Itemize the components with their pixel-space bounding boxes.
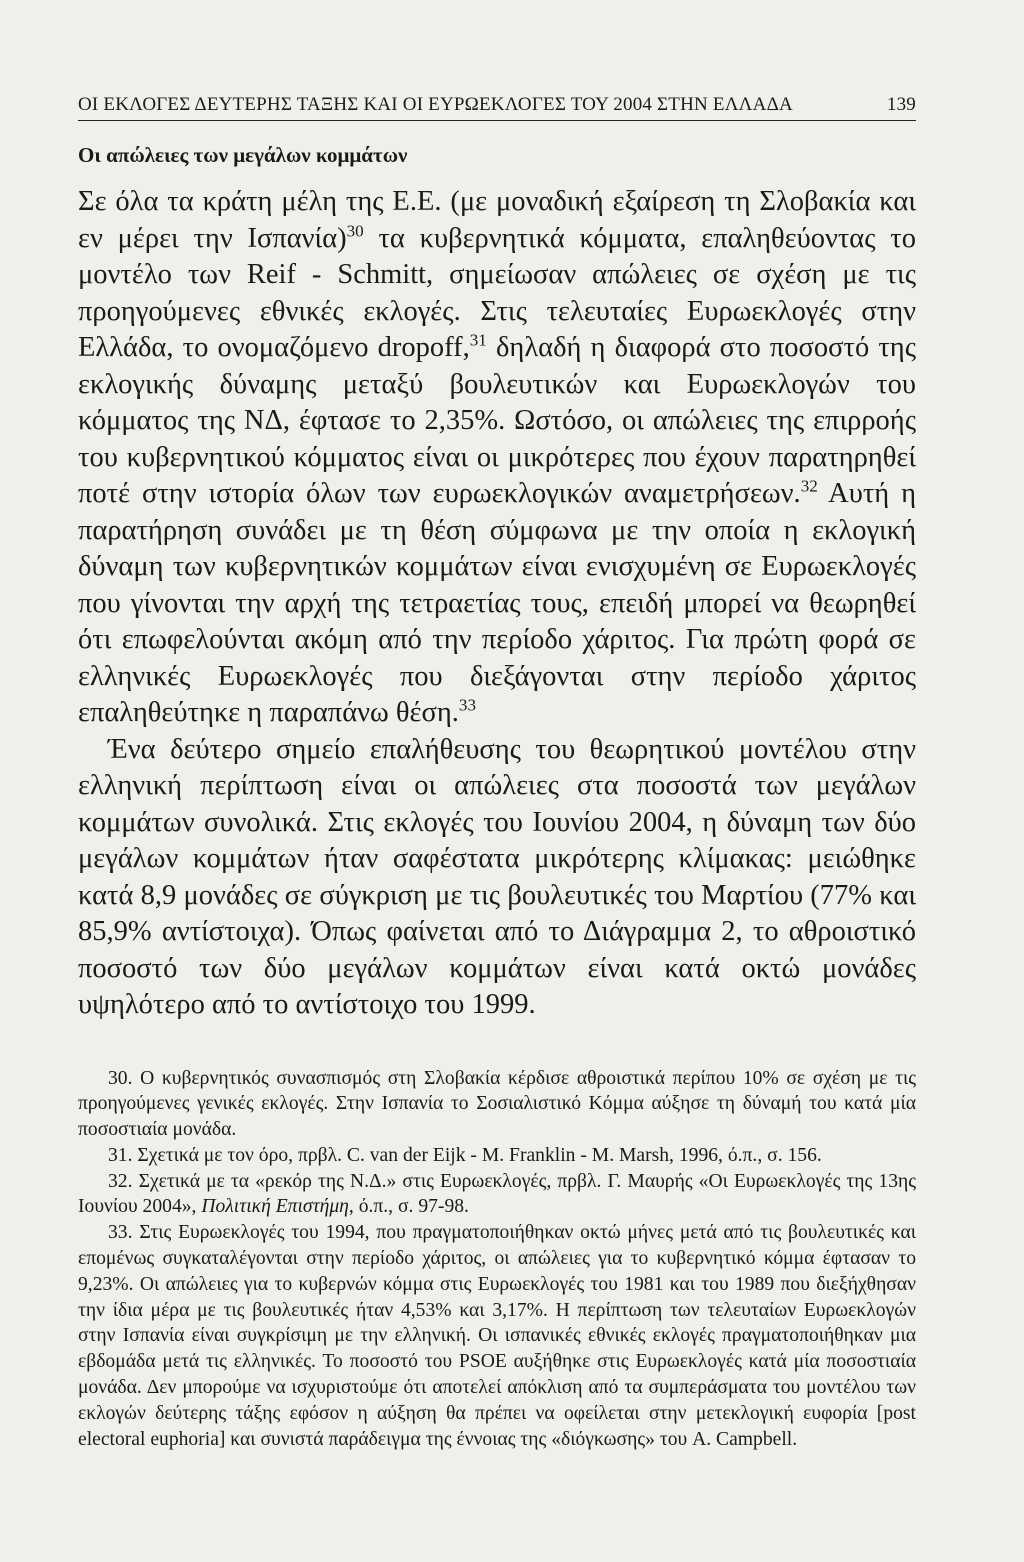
footnote-32-text-a: 32. Σχετικά με τα «ρεκόρ της Ν.Δ.» στις Ευρωεκλογές, πρβλ. Γ. Μαυρής «Οι Ευρωεκλογές της 13ης Ιουνίου 2004», <box>78 1170 916 1218</box>
book-page <box>78 94 916 1452</box>
paragraph-1-text-b: τα κυβερνητικά κόμματα, επαληθεύοντας το μοντέλο των Reif - Schmitt, σημείωσαν απώλειες σε σχέση με τις προηγούμενες εθνικές εκλογές. Στις τελευταίες Ευρωεκλογές στην Ελλάδα, το ονομαζόμενο dropoff, <box>78 222 916 363</box>
section-title: Οι απώλειες των μεγάλων κομμάτων <box>78 143 408 167</box>
footnote-ref-31: 31 <box>469 330 487 350</box>
paragraph-1-text-a: Σε όλα τα κράτη μέλη της Ε.Ε. (με μοναδική εξαίρεση τη Σλοβακία και εν μέρει την Ισπανία) <box>78 186 916 254</box>
footnotes <box>78 1066 916 1453</box>
paragraph-1-text-d: Αυτή η παρατήρηση συνάδει με τη θέση σύμφωνα με την οποία η εκλογική δύναμη των κυβερνητικών κομμάτων είναι ενισχυμένη σε Ευρωεκλογές που γίνονται την αρχή της τετραετίας τους, επειδή μπορεί να θεωρηθεί ότι επωφελούνται ακόμη από την περίοδο χάριτος. Για πρώτη φορά σε ελληνικές Ευρωεκλογές που διεξάγονται στην περίοδο χάριτος επαληθεύτηκε η παραπάνω θέση. <box>78 478 916 728</box>
paragraph-2: Ένα δεύτερο σημείο επαλήθευσης του θεωρητικού μοντέλου στην ελληνική περίπτωση είναι οι απώλειες στα ποσοστά των μεγάλων κομμάτων συνολικά. Στις εκλογές του Ιουνίου 2004, η δύναμη των δύο μεγάλων κομμάτων ήταν σαφέστατα μικρότερης κλίμακας: μειώθηκε κατά 8,9 μονάδες σε σύγκριση με τις βουλευτικές του Μαρτίου (77% και 85,9% αντίστοιχα). Όπως φαίνεται από το Διάγραμμα 2, το αθροιστικό ποσοστό των δύο μεγάλων κομμάτων είναι κατά οκτώ μονάδες υψηλότερο από το αντίστοιχο του 1999. <box>78 733 916 1020</box>
footnote-30: 30. Ο κυβερνητικός συνασπισμός στη Σλοβακία κέρδισε αθροιστικά περίπου 10% σε σχέση με τις προηγούμενες γενικές εκλογές. Στην Ισπανία το Σοσιαλιστικό Κόμμα αύξησε τη δύναμή του κατά μία ποσοστιαία μονάδα. <box>78 1067 916 1141</box>
footnote-ref-30: 30 <box>346 221 364 240</box>
footnote-32-text-b: , ό.π., σ. 97-98. <box>348 1196 469 1218</box>
page-number: 139 <box>886 94 916 115</box>
footnote-ref-33: 33 <box>458 695 477 715</box>
body-text <box>78 184 916 1024</box>
footnote-31: 31. Σχετικά με τον όρο, πρβλ. C. van der Eijk - M. Franklin - M. Marsh, 1996, ό.π., σ. 156. <box>108 1144 822 1166</box>
running-header <box>78 94 916 121</box>
footnote-33: 33. Στις Ευρωεκλογές του 1994, που πραγματοποιήθηκαν οκτώ μήνες μετά από τις βουλευτικές και επομένως συγκαταλέγονται στην περίοδο χάριτος, οι απώλειες για το κυβερνητικό κόμμα έφτασαν το 9,23%. Οι απώλειες για το κυβερνών κόμμα στις Ευρωεκλογές του 1981 και του 1989 που διεξήχθησαν την ίδια μέρα με τις βουλευτικές ήταν 4,53% και 3,17%. Η περίπτωση των τελευταίων Ευρωεκλογών στην Ισπανία είναι συγκρίσιμη με την ελληνική. Οι ισπανικές εθνικές εκλογές πραγματοποιήθηκαν μια εβδομάδα μετά τις ελληνικές. Το ποσοστό του PSOE αυξήθηκε στις Ευρωεκλογές κατά μία ποσοστιαία μονάδα. Δεν μπορούμε να ισχυριστούμε ότι αποτελεί απόκλιση από τα συμπεράσματα του μοντέλου των εκλογών δεύτερης τάξης εφόσον η αύξηση θα πρέπει να οφείλεται στην μετεκλογική ευφορία [post electoral euphoria] και συνιστά παράδειγμα της έννοιας της «διόγκωσης» του A. Campbell. <box>78 1222 916 1450</box>
paragraph-1-text-c: δηλαδή η διαφορά στο ποσοστό της εκλογικής δύναμης μεταξύ βουλευτικών και Ευρωεκλογών του κόμματος της ΝΔ, έφτασε το 2,35%. Ωστόσο, οι απώλειες της επιρροής του κυβερνητικού κόμματος είναι οι μικρότερες που έχουν παρατηρηθεί ποτέ στην ιστορία όλων των ευρωεκλογικών αναμετρήσεων. <box>78 332 916 509</box>
footnote-32 <box>78 1169 916 1221</box>
footnote-ref-32: 32 <box>800 476 818 496</box>
footnote-32-journal: Πολιτική Επιστήμη <box>201 1196 349 1218</box>
running-title: ΟΙ ΕΚΛΟΓΕΣ ΔΕΥΤΕΡΗΣ ΤΑΞΗΣ ΚΑΙ ΟΙ ΕΥΡΩΕΚΛΟΓΕΣ ΤΟΥ 2004 ΣΤΗΝ ΕΛΛΑΔΑ <box>78 94 793 115</box>
paragraph-1 <box>78 184 916 732</box>
